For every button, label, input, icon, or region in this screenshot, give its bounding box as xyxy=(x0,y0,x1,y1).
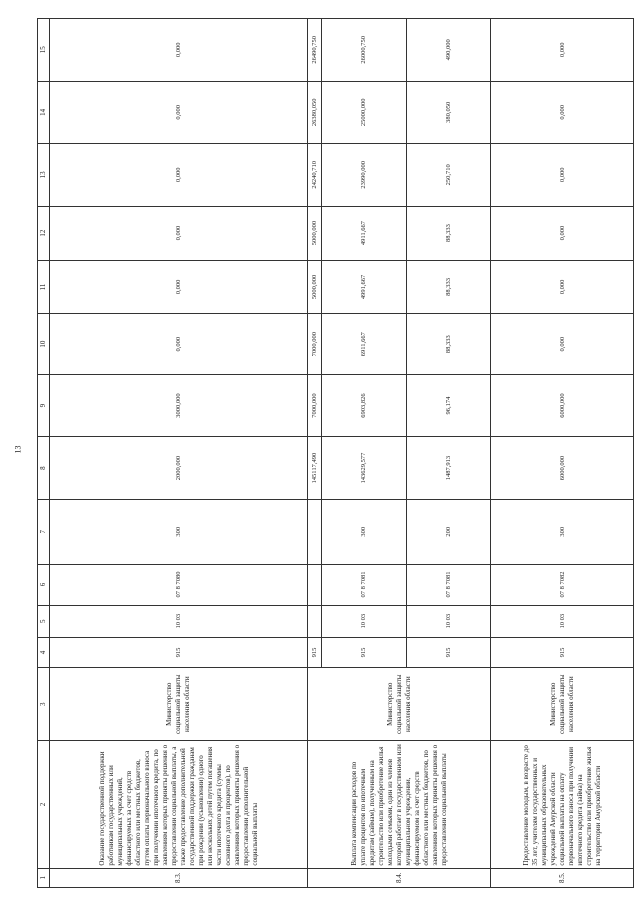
value-cell: 1487,913 xyxy=(445,455,452,481)
value-cell: 0,000 xyxy=(491,206,634,260)
value-cell: 380,050 xyxy=(445,101,452,123)
row-description: Предоставление молодым, в возрасте до 35 лет, учителям государственных и муниципальных образовательных учреждений Амурской области социальной выплаты на оплату первоначального взноса при получении ипотечного кредита (займа) на строительство или приобретение жилья на территории Амурской области xyxy=(491,741,634,868)
value-cell: 0,000 xyxy=(491,260,634,314)
value-cell: 6000,000 xyxy=(491,437,634,500)
value-cell: 4991,667 xyxy=(322,261,407,314)
ministry-cell: Министерство социальной защиты населения области xyxy=(50,668,308,741)
table-row xyxy=(491,19,634,888)
value-cell: 0,000 xyxy=(50,81,308,144)
header-cell: 2 xyxy=(38,741,50,868)
expense-type-split xyxy=(322,499,491,564)
value-cell: 7000,000 xyxy=(308,374,322,437)
header-row xyxy=(38,19,50,888)
value-cell: 145117,490 xyxy=(308,437,322,500)
value-cell: 26000,750 xyxy=(322,19,407,81)
grbs-code: 915 xyxy=(322,638,407,667)
page-number: 13 xyxy=(13,445,23,454)
ministry-cell: Министерство социальной защиты населения области xyxy=(491,668,634,741)
row-number: 8.3. xyxy=(50,868,308,887)
table-row xyxy=(50,19,308,888)
grbs-code: 915 xyxy=(50,637,308,667)
value-cell: 0,000 xyxy=(50,206,308,260)
grbs-code: 915 xyxy=(445,647,452,658)
header-cell: 4 xyxy=(38,637,50,667)
value-split xyxy=(322,437,491,500)
value-cell: 250,710 xyxy=(445,164,452,186)
section-code: 10 03 xyxy=(491,605,634,637)
value-cell: 490,000 xyxy=(445,39,452,61)
header-cell: 12 xyxy=(38,206,50,260)
section-code: 10 03 xyxy=(322,606,407,637)
target-code: 07 8 7081 xyxy=(445,571,452,598)
row-number: 8.4. xyxy=(308,868,491,887)
row-description: Оказание государственной поддержки работникам государственных или муниципальных учреждений, финансируемых за счет средств областного или местных бюджетов, путем оплаты первоначального взноса при получении ипотечного кредита, по заявлениям которых приняты решения о предоставлении социальной выплаты, а также предоставление дополнительной государственной поддержки гражданам при рождении (усыновлении) одного или нескольких детей путем погашения части ипотечного кредита (суммы основного долга и процентов), по заявлениям которых приняты решения о предоставлении дополнительной социальной выплаты xyxy=(50,741,308,868)
value-cell: 0,000 xyxy=(491,314,634,374)
value-cell: 96,174 xyxy=(445,396,452,415)
value-split xyxy=(322,374,491,437)
row-number: 8.5. xyxy=(491,868,634,887)
grbs-code: 915 xyxy=(308,637,322,667)
value-split xyxy=(322,81,491,144)
value-cell: 0,000 xyxy=(50,19,308,82)
value-cell: 0,000 xyxy=(50,260,308,314)
value-cell: 0,000 xyxy=(491,144,634,207)
row-description: Выплата компенсации расходов по уплате процентов по ипотечным кредитам (займам), полученным на строительство или приобретение жилья молодыми семьями, один из членов которой работает в государственном или муниципальном учреждении, финансируемом за счет средств областного или местных бюджетов, по заявлениям которых приняты решения о предоставлении социальной выплаты xyxy=(308,741,491,868)
target-code: 07 8 7082 xyxy=(491,564,634,605)
value-cell: 4911,667 xyxy=(322,207,407,260)
target-code-split xyxy=(322,564,491,605)
header-cell: 8 xyxy=(38,437,50,500)
header-cell: 1 xyxy=(38,868,50,887)
header-cell: 9 xyxy=(38,374,50,437)
value-split xyxy=(322,314,491,374)
value-cell: 24240,710 xyxy=(308,144,322,207)
header-cell: 13 xyxy=(38,144,50,207)
value-cell: 23990,000 xyxy=(322,144,407,206)
value-cell: 7000,000 xyxy=(308,314,322,374)
value-cell: 0,000 xyxy=(491,19,634,82)
value-cell: 2000,000 xyxy=(50,437,308,500)
value-cell: 0,000 xyxy=(491,81,634,144)
value-cell: 0,000 xyxy=(50,144,308,207)
expense-type: 300 xyxy=(322,500,407,564)
value-split xyxy=(322,144,491,207)
value-cell: 6000,000 xyxy=(491,374,634,437)
value-cell: 5000,000 xyxy=(308,206,322,260)
value-cell: 143629,577 xyxy=(322,437,407,499)
value-cell: 26490,750 xyxy=(308,19,322,82)
rotated-table-wrapper xyxy=(37,18,622,888)
grbs-code: 915 xyxy=(491,637,634,667)
header-cell: 14 xyxy=(38,81,50,144)
header-cell: 6 xyxy=(38,564,50,605)
value-cell: 0,000 xyxy=(50,314,308,374)
value-cell: 88,333 xyxy=(445,224,452,243)
expense-type xyxy=(308,499,322,564)
expense-type: 200 xyxy=(445,526,452,537)
value-cell: 5000,000 xyxy=(308,260,322,314)
value-cell: 3000,000 xyxy=(50,374,308,437)
header-cell: 10 xyxy=(38,314,50,374)
grbs-code-split xyxy=(322,637,491,667)
section-code xyxy=(308,605,322,637)
value-split xyxy=(322,19,491,82)
value-cell: 88,333 xyxy=(445,335,452,354)
section-code: 10 03 xyxy=(445,613,452,629)
value-cell: 88,333 xyxy=(445,278,452,296)
header-cell: 7 xyxy=(38,499,50,564)
value-cell: 6911,667 xyxy=(322,314,407,373)
section-code: 10 03 xyxy=(50,605,308,637)
value-split xyxy=(322,206,491,260)
value-split xyxy=(322,260,491,314)
value-cell: 25000,000 xyxy=(322,82,407,144)
section-code-split xyxy=(322,605,491,637)
header-cell: 15 xyxy=(38,19,50,82)
header-cell: 11 xyxy=(38,260,50,314)
expense-type: 300 xyxy=(491,499,634,564)
header-cell: 3 xyxy=(38,668,50,741)
header-cell: 5 xyxy=(38,605,50,637)
document-table xyxy=(37,18,634,888)
expense-type: 300 xyxy=(50,499,308,564)
value-cell: 26380,050 xyxy=(308,81,322,144)
target-code: 07 8 7080 xyxy=(50,564,308,605)
ministry-cell: Министерство социальной защиты населения области xyxy=(308,668,491,741)
table-row xyxy=(308,19,322,888)
value-cell: 6903,826 xyxy=(322,375,407,437)
target-code: 07 8 7081 xyxy=(322,565,407,605)
target-code xyxy=(308,564,322,605)
